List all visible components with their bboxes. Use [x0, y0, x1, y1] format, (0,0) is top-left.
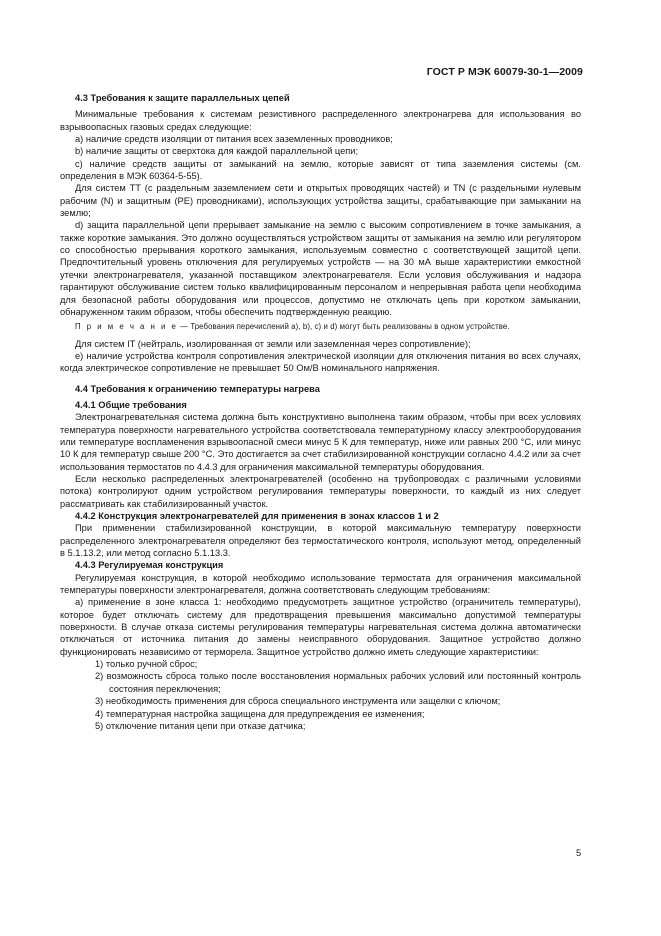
numbered-item-3: 3) необходимость применения для сброса специального инструмента или защелки с ключом; — [95, 696, 501, 707]
numbered-item-4: 4) температурная настройка защищена для предупреждения ее изменения; — [95, 708, 425, 719]
note-label: П р и м е ч а н и е — [75, 322, 178, 332]
paragraph: Если несколько распределенных электронагревателей (особенно на трубопроводах с различными условиями потока) контролируют одним устройством регулирования температуры поверхности, то каждый из них следует рассматривать как стабилизированный участок. — [60, 473, 581, 509]
document-header: ГОСТ Р МЭК 60079-30-1—2009 — [426, 66, 583, 78]
subsection-heading-4-4-3: 4.4.3 Регулируемая конструкция — [75, 560, 224, 571]
note-text: — Требования перечислений а), b), с) и d) могут быть реализованы в одном устройстве. — [177, 322, 510, 332]
numbered-item-1: 1) только ручной сброс; — [95, 659, 198, 670]
list-item-a: а) применение в зоне класса 1: необходимо предусмотреть защитное устройство (ограничитель температуры), которое будет отключать систему для предотвращения превышения максимально допустимой температуры поверхности. В случае отказа системы регулирования температуры нагревательная система должна автоматически отключаться от источника питания до замены неисправного оборудования. Защитное устройство должно функционировать независимо от терморела. Защитное устройство должно иметь следующие характеристики: — [60, 597, 581, 657]
paragraph: Для систем IT (нейтраль, изолированная от земли или заземленная через сопротивление); — [75, 338, 471, 349]
section-heading-4-3: 4.3 Требования к защите параллельных цепей — [75, 93, 290, 103]
list-item-a: а) наличие средств изоляции от питания всех заземленных проводников; — [75, 134, 393, 145]
paragraph: Минимальные требования к системам резистивного распределенного электронагрева для использования во взрывоопасных газовых средах следующие: — [60, 109, 581, 132]
list-item-d: d) защита параллельной цепи прерывает замыкание на землю с высоким сопротивлением в точке замыкания, а также короткие замыкания. Это должно осуществляться устройством защиты от замыкания на землю или регулятором со способностью прерывания короткого замыкания, используемым совместно с соответствующей защитой цепи. Предпочтительный уровень отключения для регулируемых устройств — на 30 мА выше характеристики емкостной утечки электронагревателя, указанной поставщиком электронагревателя. Если условия обслуживания и надзора гарантируют обслуживание систем только квалифицированным персоналом и непрерывная работа цепи необходима для безопасной работы оборудования или процессов, допустимо не отключать цепь при коротком замыкании, обнаруженном таким образом, чтобы обеспечить подтвержденную реакцию. — [60, 220, 581, 317]
paragraph: Электронагревательная система должна быть конструктивно выполнена таким образом, чтобы при всех условиях температура поверхности нагревательного устройства соответствовала температурному классу электрооборудования или температуре воспламенения взрывоопасной смеси минус 5 К для температур, ниже или равных 200 °С, или минус 10 К для температур свыше 200 °С. Это достигается за счет стабилизированной конструкции согласно 4.4.2 или за счет использования термостатов по 4.4.3 для ограничения максимальной температуры оборудования. — [60, 412, 581, 472]
paragraph: При применении стабилизированной конструкции, в которой максимальную температуру поверхности распределенного электронагревателя определяют без термостатического контроля, используют метод, определенный в 5.1.13.2, или метод согласно 5.1.13.3. — [60, 523, 581, 559]
list-item-e: е) наличие устройства контроля сопротивления электрической изоляции для отключения питания во всех случаях, когда электрическое сопротивление не превышает 50 Ом/В номинального напряжения. — [60, 350, 581, 374]
section-heading-4-4: 4.4 Требования к ограничению температуры нагрева — [75, 383, 320, 394]
paragraph: Регулируемая конструкция, в которой необходимо использование термостата для ограничения максимальной температуры поверхности электронагревателя, должна соответствовать следующим требованиям: — [60, 572, 581, 596]
document-body — [60, 92, 581, 732]
numbered-item-5: 5) отключение питания цепи при отказе датчика; — [95, 720, 306, 731]
list-item-c: с) наличие средств защиты от замыканий на землю, которые зависят от типа заземления системы (см. определения в МЭК 60364-5-55). — [60, 158, 581, 182]
page-number: 5 — [576, 848, 582, 858]
paragraph: Для систем ТТ (с раздельным заземлением сети и открытых проводящих частей) и TN (с раздельными нулевым рабочим (N) и защитным (РЕ) проводниками), использующих устройства защиты, срабатывающие при замыкании на землю; — [60, 183, 581, 219]
note — [60, 321, 581, 333]
numbered-item-2: 2) возможность сброса только после восстановления нормальных рабочих условий или постоянный контроль состояния переключения; — [95, 671, 581, 694]
subsection-heading-4-4-1: 4.4.1 Общие требования — [75, 399, 187, 410]
subsection-heading-4-4-2: 4.4.2 Конструкция электронагревателей для применения в зонах классов 1 и 2 — [75, 511, 439, 521]
list-item-b: b) наличие защиты от сверхтока для каждой параллельной цепи; — [75, 146, 359, 157]
